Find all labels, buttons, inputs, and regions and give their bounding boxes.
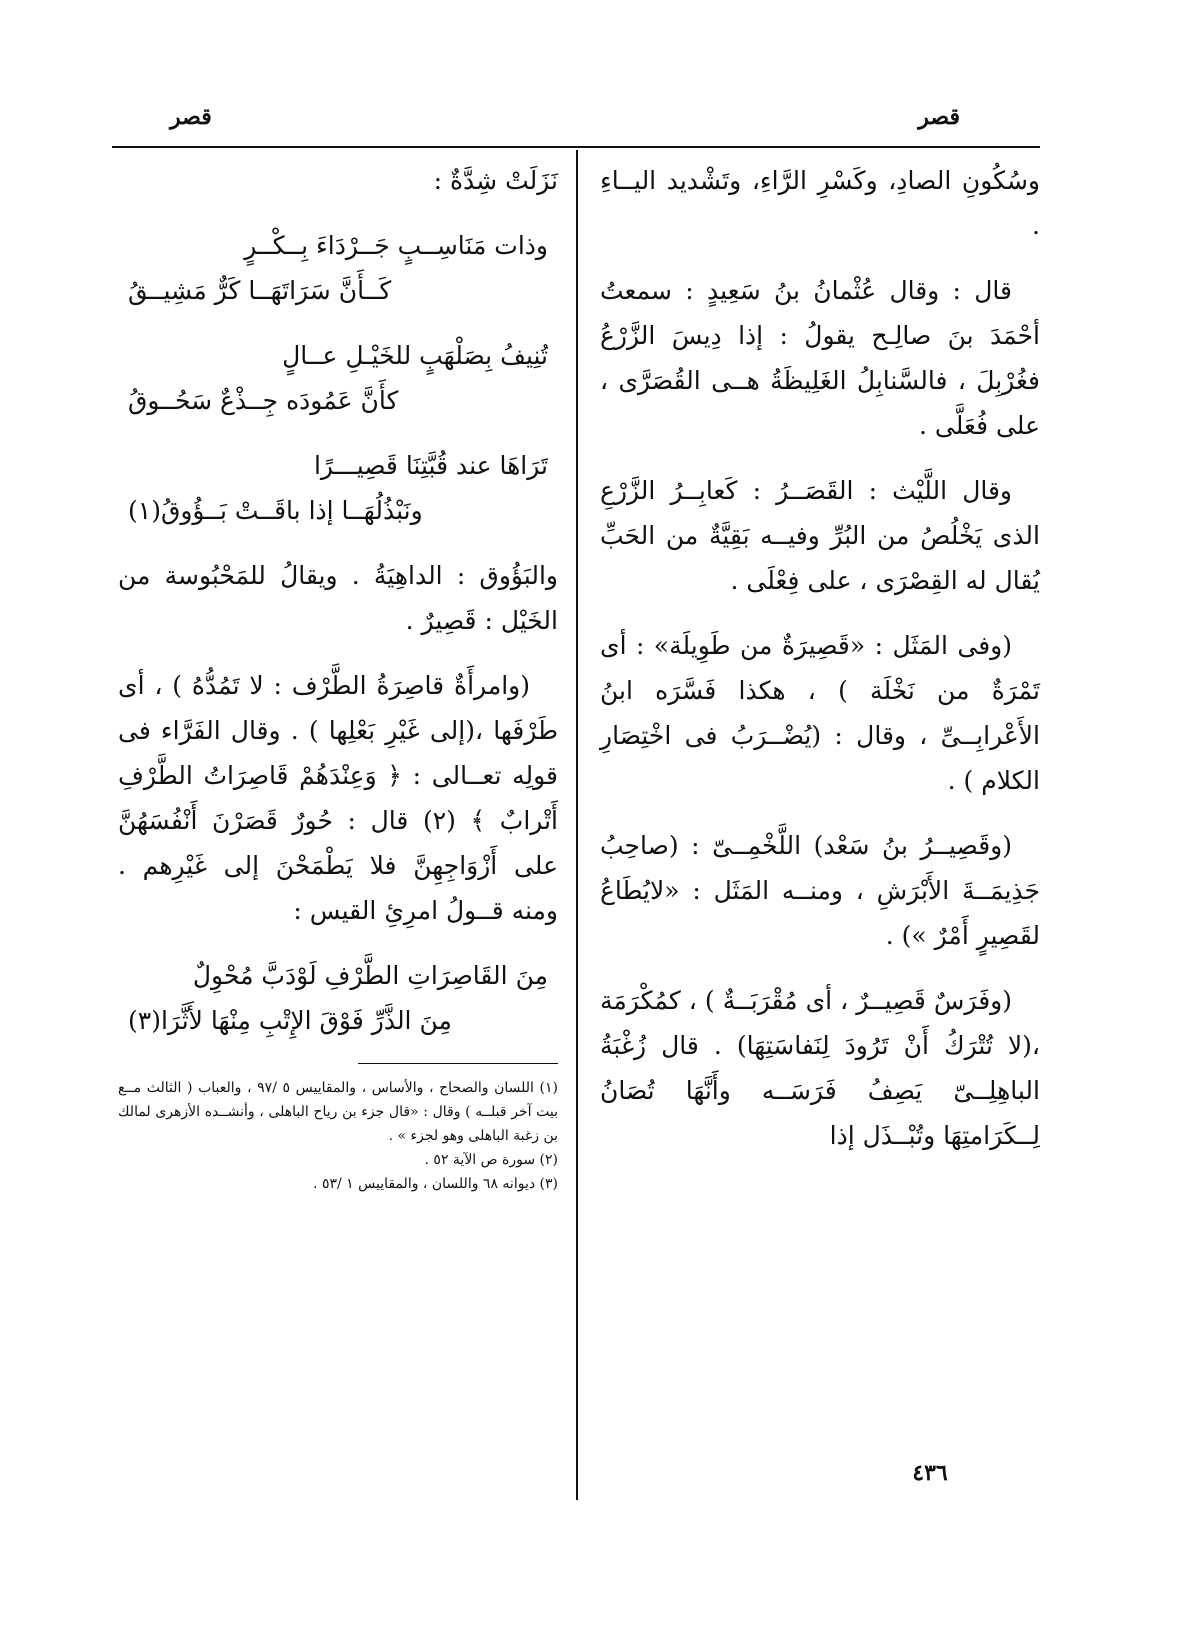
paragraph: وسُكُونِ الصادِ، وكَسْرِ الرَّاءِ، وتَشْديد اليــاءِ . bbox=[600, 166, 1040, 240]
verse-hemistich: تَرَاهَا عند قُبَّتِنَا قَصِيـــرًا bbox=[313, 451, 548, 480]
page-number: ٤٣٦ bbox=[912, 1460, 948, 1486]
footnote: (٢) سورة ص الآية ٥٢ . bbox=[424, 1152, 558, 1168]
verse bbox=[118, 953, 558, 1043]
verse bbox=[118, 443, 558, 533]
paragraph: والبَؤُوق : الداهِيَةُ . ويقالُ للمَحْبُوسة من الخَيْل : قَصِيرٌ . bbox=[118, 561, 558, 635]
verse-hemistich: كأَنَّ عَمُودَه جِــذْعٌ سَحُــوقُ bbox=[128, 386, 399, 415]
paragraph: (وفَرَسٌ قَصِيــرٌ ، أى مُقْرَبَــةٌ ) ، كمُكْرَمَة ،(لا تُتْرَكُ أَنْ تَرُودَ لِنَفاسَتِهَا) . قال زُغْبَةُ الباهِلِــىّ يَصِفُ فَرَسَــه وأَنَّهَا تُصَانُ لِــكَرَامتِهَا وتُبْــذَل إذا bbox=[600, 986, 1040, 1150]
left-column bbox=[118, 158, 558, 1196]
footnote: (١) اللسان والصحاح ، والأساس ، والمقاييس ٥ /٩٧ ، والعباب ( الثالث مــع بيت آخر قبلــه ) وقال : «قال جزء بن رياح الباهلى ، وأنشــده الأزهرى لمالك بن زغبة الباهلى وهو لجزء » . bbox=[118, 1080, 559, 1144]
paragraph: قال : وقال عُثْمانُ بنُ سَعِيدٍ : سمعتُ أحْمَدَ بنَ صالِـح يقولُ : إذا دِيسَ الزَّرْعُ فغُرْبِلَ ، فالسَّنابِلُ الغَلِيظَةُ هــى القُصَرَّى ، على فُعَلَّى . bbox=[600, 276, 1040, 440]
verse-hemistich: مِنَ القَاصِرَاتِ الطَّرْفِ لَوْدَبَّ مُحْوِلٌ bbox=[192, 961, 548, 990]
paragraph: (وقَصِيــرُ بنُ سَعْد) اللَّخْمِــىّ : (صاحِبُ جَذِيمَــةَ الأَبْرَشِ ، ومنــه المَثَل : «لايُطَاعُ لقَصِيرٍ أَمْرٌ ») . bbox=[600, 831, 1040, 950]
paragraph: (وامرأَةٌ قاصِرَةُ الطَّرْف : لا تَمُدُّهُ ) ، أى طَرْفَها ،(إلى غَيْرِ بَعْلِها ) . وقال الفَرَّاء فى قولِه تعــالى : ﴿ وَعِنْدَهُمْ قَاصِرَاتُ الطَّرْفِ أَتْرابٌ ﴾ (٢) قال : حُورٌ قَصَرْنَ أَنْفُسَهُنَّ على أَزْوَاجِهِنَّ فلا يَطْمَحْنَ إلى غَيْرِهم . ومنه قــولُ امرِئِ القيس : bbox=[118, 671, 558, 925]
header-rule bbox=[112, 146, 1040, 148]
verse bbox=[118, 333, 558, 423]
verse bbox=[118, 223, 558, 313]
footnote-rule bbox=[358, 1063, 558, 1064]
footnotes bbox=[118, 1076, 558, 1196]
header-keyword-right: قصر bbox=[918, 104, 960, 130]
verse-hemistich: مِنَ الذَّرِّ فَوْقَ الإِتْبِ مِنْهَا لأَثَّرَا(٣) bbox=[128, 1006, 452, 1035]
paragraph: (وفى المَثَل : «قَصِيرَةٌ من طَوِيلَة» : أى تَمْرَةٌ من نَخْلَة ) ، هكذا فَسَّرَه ابنُ الأَعْرابِــىِّ ، وقال : (يُضْــرَبُ فى اخْتِصَارِ الكلام ) . bbox=[600, 631, 1040, 795]
verse-hemistich: تُنِيفُ بِصَلْهَبٍ للخَيْـلِ عــالٍ bbox=[282, 341, 548, 370]
paragraph: نَزَلَتْ شِدَّةٌ : bbox=[433, 166, 558, 195]
verse-hemistich: ونَبْذُلُهَــا إذا باقَــتْ بَــؤُوقُ(١) bbox=[128, 496, 423, 525]
verse-hemistich: وذات مَنَاسِــبٍ جَــرْدَاءَ بِــكْــرٍ bbox=[244, 231, 548, 260]
header-keyword-left: قصر bbox=[170, 104, 212, 130]
column-divider bbox=[576, 150, 578, 1500]
page-header bbox=[110, 100, 1040, 140]
right-column bbox=[600, 158, 1040, 1178]
footnote: (٣) ديوانه ٦٨ واللسان ، والمقاييس ١ /٥٣ . bbox=[313, 1176, 558, 1192]
verse-hemistich: كَــأَنَّ سَرَاتَهَــا كَرٌّ مَشِيــقُ bbox=[128, 276, 392, 305]
paragraph: وقال اللَّيْث : القَصَــرُ : كَعابِــرُ الزَّرْعِ الذى يَخْلُصُ من البُرِّ وفيــه بَقِيَّةٌ من الحَبِّ يُقال له القِصْرَى ، على فِعْلَى . bbox=[600, 476, 1040, 595]
